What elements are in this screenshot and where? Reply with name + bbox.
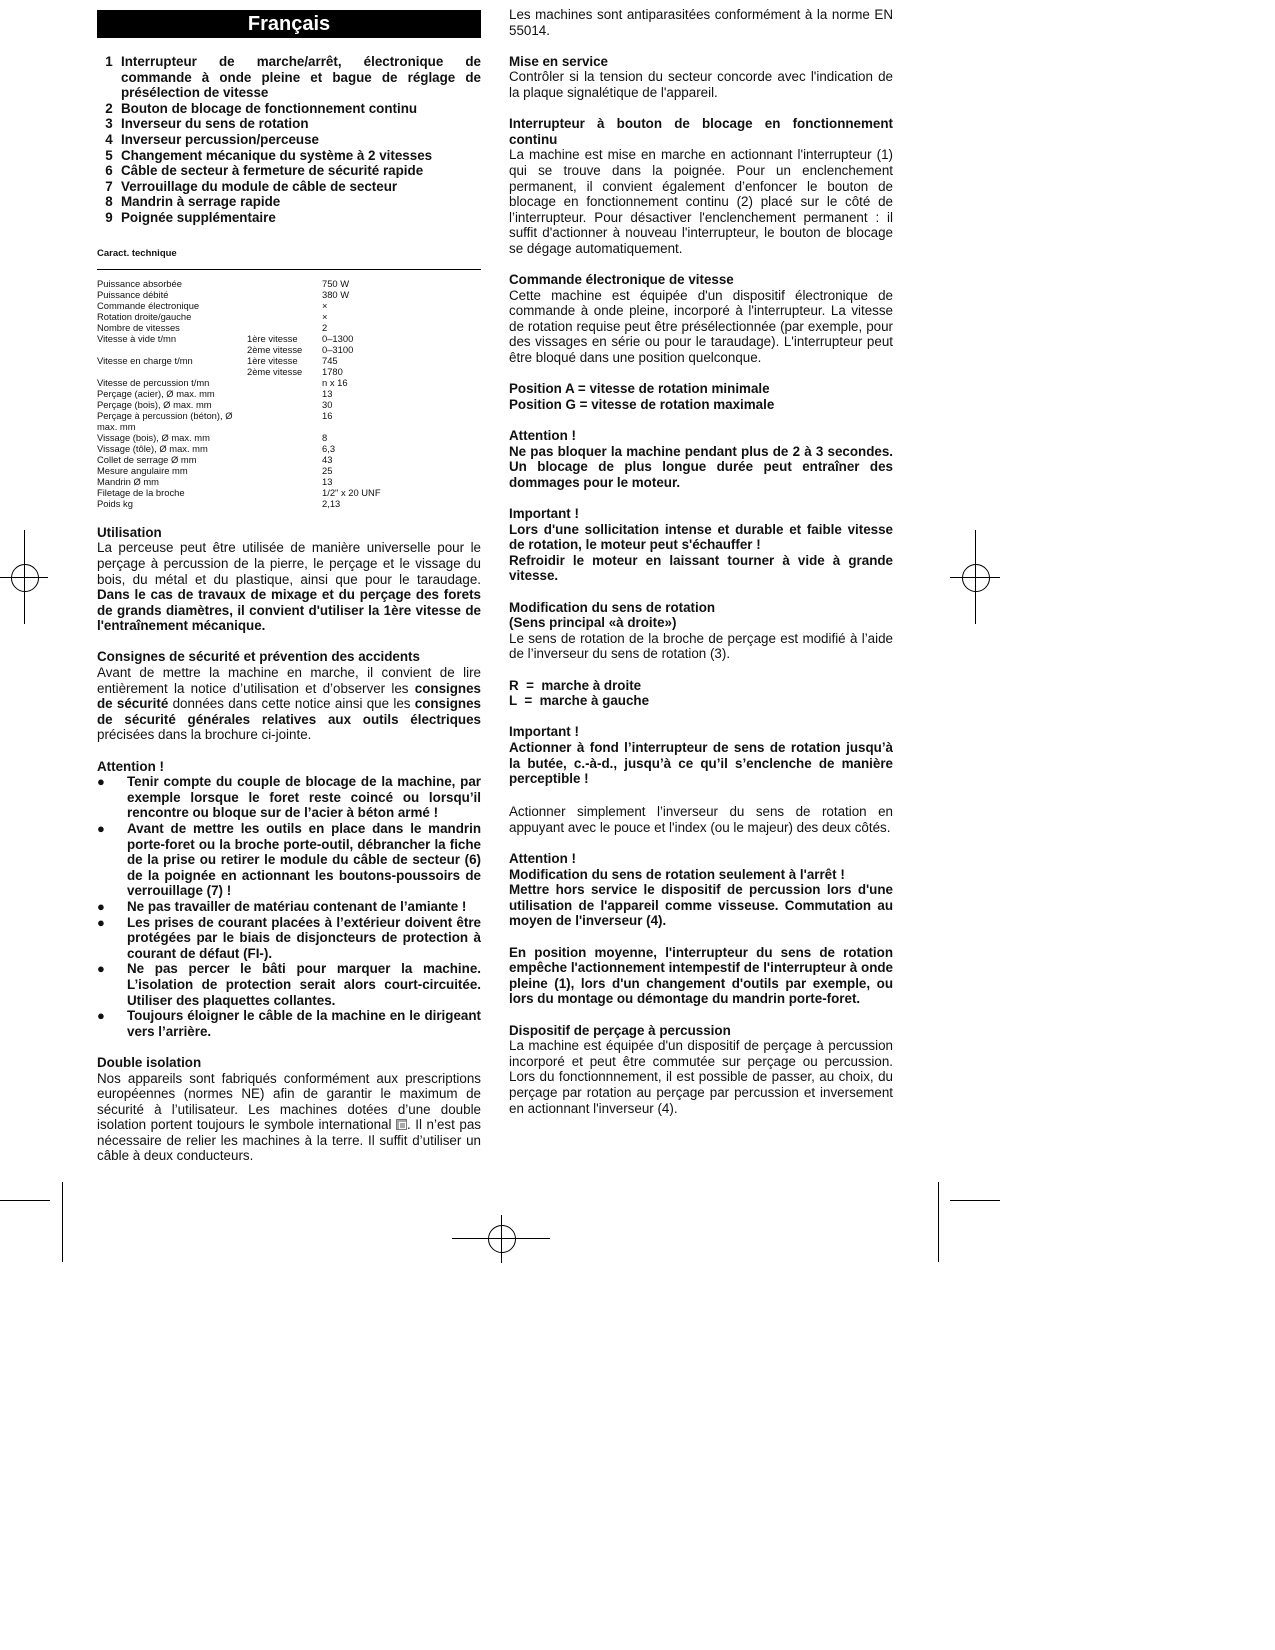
spec-row (97, 498, 381, 509)
attention-item-text: Avant de mettre les outils en place dans le mandrin porte-foret ou la broche porte-outil, débrancher la fiche de la prise ou retirer le module du câble de secteur (6) de la poignée en actionnant les boutons-poussoirs de verrouillage (7) ! (127, 821, 481, 899)
important1-text2: Refroidir le moteur en laissant tourner à vide à grande vitesse. (509, 552, 893, 584)
attention-item (97, 821, 481, 899)
spec-row (97, 399, 381, 410)
left-column (97, 54, 481, 1164)
spec-value: 25 (322, 465, 333, 477)
bullet-icon: ● (97, 961, 105, 977)
right-column (509, 7, 893, 1116)
spec-row (97, 410, 381, 432)
utilisation-heading: Utilisation (97, 524, 162, 540)
feature-item (97, 148, 481, 164)
bullet-icon: ● (97, 821, 105, 836)
feature-number: 2 (105, 100, 113, 116)
safety-text: Avant de mettre la machine en marche, il convient de lire entièrement la notice d’utilisation et d’observer les consignes de sécurité données dans cette notice ainsi que les consignes de sécurité générales relatives aux outils électriques précisées dans la brochure ci-jointe. (97, 665, 481, 743)
spec-key: Poids kg (97, 498, 133, 510)
l-line: L = marche à gauche (509, 693, 650, 709)
spec-sub: 2ème vitesse (247, 344, 303, 356)
spec-sub (247, 300, 322, 311)
spec-row (97, 278, 381, 289)
spec-key: Puissance absorbée (97, 278, 182, 290)
spec-key: Mesure angulaire mm (97, 465, 188, 477)
spec-value: 6,3 (322, 443, 336, 455)
percussion-text: La machine est équipée d'un dispositif de perçage à percussion incorporé et peut être commutée sur perçage ou percussion. Lors du fonctionnnement, il est possible de passer, au choix, du perçage par rotation au perçage par percussion et inversement en actionnant l'inverseur (4). (509, 1038, 893, 1116)
feature-text: Verrouillage du module de câble de secteur (121, 178, 398, 194)
feature-list (97, 54, 481, 226)
spec-value: 1780 (322, 366, 343, 378)
attention2-heading: Attention ! (509, 428, 576, 444)
spec-row (97, 476, 381, 487)
spec-value: 16 (322, 410, 333, 422)
spec-value: 750 W (322, 278, 350, 290)
spec-sub (247, 476, 322, 487)
spec-value: × (322, 311, 328, 323)
attention-item (97, 899, 481, 915)
spec-row (97, 289, 381, 300)
spec-sub (247, 377, 322, 388)
spec-row (97, 443, 381, 454)
attention-item-text: Ne pas travailler de matériau contenant de l’amiante ! (127, 898, 467, 914)
feature-text: Inverseur du sens de rotation (121, 116, 309, 132)
spec-value: 0–1300 (322, 333, 354, 345)
modif-subheading: (Sens principal «à droite») (509, 615, 677, 631)
spec-key: Vitesse en charge t/mn (97, 355, 193, 367)
spec-row (97, 344, 381, 355)
spec-row (97, 366, 381, 377)
spec-sub (247, 443, 322, 454)
spec-value: 745 (322, 355, 338, 367)
spec-value: 13 (322, 388, 333, 400)
attention-item-text: Les prises de courant placées à l’extérieur doivent être protégées par le biais de disjoncteurs de protection à courant de défaut (FI-). (127, 914, 481, 961)
percussion-heading: Dispositif de perçage à percussion (509, 1022, 731, 1038)
feature-number: 6 (105, 163, 113, 179)
spec-sub: 1ère vitesse (247, 355, 298, 367)
spec-sub (247, 498, 322, 509)
spec-key: Vissage (bois), Ø max. mm (97, 432, 210, 444)
spec-value: 0–3100 (322, 344, 354, 356)
spec-value: 13 (322, 476, 333, 488)
moyenne-text: En position moyenne, l'interrupteur du sens de rotation empêche l'actionnement intempestif de l'interrupteur à onde pleine (1), lors d'un changement d'outils par exemple, ou lors du montage ou démontage du mandrin porte-foret. (509, 944, 893, 1007)
feature-text: Interrupteur de marche/arrêt, électronique de commande à onde pleine et bague de réglage de présélection de vitesse (121, 54, 481, 101)
spec-key: Vitesse à vide t/mn (97, 333, 177, 345)
interrupteur-text: La machine est mise en marche en actionnant l'interrupteur (1) qui se trouve dans la poignée. Pour un enclenchement permanent, il convient également d’enfoncer le bouton de blocage en fonctionnement continu (2) placé sur le côté de l’interrupteur. Pour désactiver l'enclenchement permanent : il suffit d'actionner à nouveau l'interrupteur, le bouton de blocage se dégage automatiquement. (509, 147, 893, 256)
feature-item (97, 194, 481, 210)
double-isolation-heading: Double isolation (97, 1054, 202, 1070)
feature-item (97, 116, 481, 132)
spec-row (97, 465, 381, 476)
important2-text: Actionner à fond l’interrupteur de sens de rotation jusqu’à la butée, c.-à-d., jusqu’à ce qu’il s’enclenche de manière perceptible ! (509, 739, 893, 787)
feature-text: Bouton de blocage de fonctionnement continu (121, 100, 418, 116)
attention-item (97, 961, 481, 1008)
feature-item (97, 163, 481, 179)
spec-sub (247, 410, 322, 432)
attention-list (97, 774, 481, 1039)
important1-text1: Lors d'une sollicitation intense et durable et faible vitesse de rotation, le moteur peut s'échauffer ! (509, 521, 893, 553)
specs-table (97, 278, 381, 509)
feature-text: Inverseur percussion/perceuse (121, 131, 319, 147)
intro-text: Les machines sont antiparasitées conformément à la norme EN 55014. (509, 7, 893, 38)
spec-key: Perçage (bois), Ø max. mm (97, 399, 212, 411)
spec-value: 380 W (322, 289, 350, 301)
spec-key: Commande électronique (97, 300, 200, 312)
spec-value: n x 16 (322, 377, 348, 389)
spec-key: Mandrin Ø mm (97, 476, 159, 488)
spec-key: Puissance débité (97, 289, 169, 301)
utilisation-text: La perceuse peut être utilisée de manière universelle pour le perçage à percussion de la pierre, le perçage et le vissage du bois, du métal et du plastique, ainsi que pour le taraudage. Dans le cas de travaux de mixage et du perçage des forets de grands diamètres, il convient d'utiliser la 1ère vitesse de l'entraînement mécanique. (97, 540, 481, 634)
spec-key: Filetage de la broche (97, 487, 185, 499)
spec-value: 1/2" x 20 UNF (322, 487, 381, 499)
feature-text: Mandrin à serrage rapide (121, 194, 281, 210)
attention-item (97, 774, 481, 821)
spec-value: × (322, 300, 328, 312)
spec-value: 8 (322, 432, 328, 444)
spec-key: Perçage (acier), Ø max. mm (97, 388, 215, 400)
spec-sub (247, 487, 322, 498)
attention-item-text: Ne pas percer le bâti pour marquer la machine. L’isolation de protection serait alors court-circuitée. Utiliser des plaquettes collantes. (127, 961, 481, 1008)
position-g: Position G = vitesse de rotation maximale (509, 396, 775, 412)
spec-row (97, 432, 381, 443)
attention-item-text: Toujours éloigner le câble de la machine en le dirigeant vers l’arrière. (127, 1008, 481, 1039)
spec-value: 2 (322, 322, 328, 334)
double-insulation-icon (396, 1119, 407, 1130)
feature-item (97, 179, 481, 195)
feature-number: 4 (105, 131, 113, 147)
spec-key: Nombre de vitesses (97, 322, 180, 334)
spec-sub (247, 311, 322, 322)
feature-item (97, 132, 481, 148)
spec-value: 2,13 (322, 498, 341, 510)
spec-sub (247, 289, 322, 300)
spec-row (97, 388, 381, 399)
important2-heading: Important ! (509, 724, 579, 740)
bullet-icon: ● (97, 898, 105, 914)
spec-sub (247, 278, 322, 289)
feature-number: 8 (105, 194, 113, 210)
spec-row (97, 487, 381, 498)
safety-heading: Consignes de sécurité et prévention des accidents (97, 649, 420, 665)
spec-value: 43 (322, 454, 333, 466)
spec-sub (247, 322, 322, 333)
feature-text: Poignée supplémentaire (121, 209, 276, 225)
attention-heading: Attention ! (97, 758, 164, 774)
spec-sub (247, 399, 322, 410)
spec-row (97, 300, 381, 311)
bullet-icon: ● (97, 1008, 105, 1024)
spec-key: Perçage à percussion (béton), Ø max. mm (97, 410, 233, 433)
language-header: Français (97, 10, 481, 38)
feature-item (97, 101, 481, 117)
spec-key (97, 366, 247, 377)
double-isolation-text: Nos appareils sont fabriqués conformément aux prescriptions européennes (normes NE) afin de garantir le maximum de sécurité à l’utilisateur. Les machines dotées d’une double isolation portent toujours le symbole international . Il n’est pas nécessaire de relier les machines à la terre. Il suffit d’utiliser un câble à deux conducteurs. (97, 1070, 481, 1164)
mise-text: Contrôler si la tension du secteur concorde avec l'indication de la plaque signalétique de l'appareil. (509, 69, 893, 100)
attention3-text2: Mettre hors service le dispositif de percussion lors d'une utilisation de l'appareil comme visseuse. Commutation au moyen de l'inverseur (4). (509, 882, 893, 929)
bullet-icon: ● (97, 914, 105, 930)
feature-item (97, 210, 481, 226)
feature-number: 5 (105, 147, 113, 163)
feature-text: Câble de secteur à fermeture de sécurité rapide (121, 163, 424, 179)
spec-value: 30 (322, 399, 333, 411)
important1-heading: Important ! (509, 506, 579, 521)
spec-sub (247, 432, 322, 443)
spec-sub (247, 388, 322, 399)
modif-text: Le sens de rotation de la broche de perçage est modifié à l’aide de l’inverseur du sens de rotation (3). (509, 630, 893, 662)
spec-row (97, 311, 381, 322)
attention-item-text: Tenir compte du couple de blocage de la machine, par exemple lorsque le foret reste coincé ou lorsqu’il rencontre ou bloque sur de l’acier à béton armé ! (127, 774, 481, 821)
actionner-text: Actionner simplement l’inverseur du sens de rotation en appuyant avec le pouce et l'index (ou le majeur) des deux côtés. (509, 804, 893, 835)
spec-key: Vissage (tôle), Ø max. mm (97, 443, 208, 455)
attention2-text: Ne pas bloquer la machine pendant plus de 2 à 3 secondes. Un blocage de plus longue durée peut entraîner des dommages pour le moteur. (509, 443, 893, 490)
modif-heading: Modification du sens de rotation (509, 599, 716, 615)
attention3-text1: Modification du sens de rotation seulement à l'arrêt ! (509, 866, 845, 882)
attention-item (97, 915, 481, 962)
bullet-icon: ● (97, 774, 105, 790)
attention3-heading: Attention ! (509, 851, 576, 867)
specs-title: Caract. technique (97, 246, 481, 271)
spec-row (97, 322, 381, 333)
position-a: Position A = vitesse de rotation minimale (509, 381, 770, 397)
feature-number: 7 (105, 178, 113, 194)
attention-item (97, 1008, 481, 1039)
feature-number: 9 (105, 209, 113, 225)
spec-key: Rotation droite/gauche (97, 311, 192, 323)
interrupteur-heading: Interrupteur à bouton de blocage en fonctionnement continu (509, 116, 893, 147)
spec-key: Vitesse de percussion t/mn (97, 377, 210, 389)
mise-heading: Mise en service (509, 53, 609, 69)
spec-sub (247, 454, 322, 465)
feature-number: 3 (105, 116, 113, 132)
feature-number: 1 (105, 54, 113, 69)
spec-row (97, 377, 381, 388)
spec-sub (247, 465, 322, 476)
commande-heading: Commande électronique de vitesse (509, 272, 734, 288)
commande-text: Cette machine est équipée d'un dispositif électronique de commande à onde pleine, incorporé à l'interrupteur. La vitesse de rotation requise peut être présélectionnée (par exemple, pour des vissages en série ou pour le taraudage). L'interrupteur peut être bloqué dans une position quelconque. (509, 287, 893, 366)
spec-row (97, 454, 381, 465)
feature-text: Changement mécanique du système à 2 vitesses (121, 147, 433, 163)
feature-item (97, 54, 481, 101)
spec-key (97, 344, 247, 355)
spec-row (97, 333, 381, 344)
spec-key: Collet de serrage Ø mm (97, 454, 197, 466)
spec-sub: 1ère vitesse (247, 333, 298, 345)
spec-sub: 2ème vitesse (247, 366, 303, 378)
spec-row (97, 355, 381, 366)
r-line: R = marche à droite (509, 677, 642, 693)
